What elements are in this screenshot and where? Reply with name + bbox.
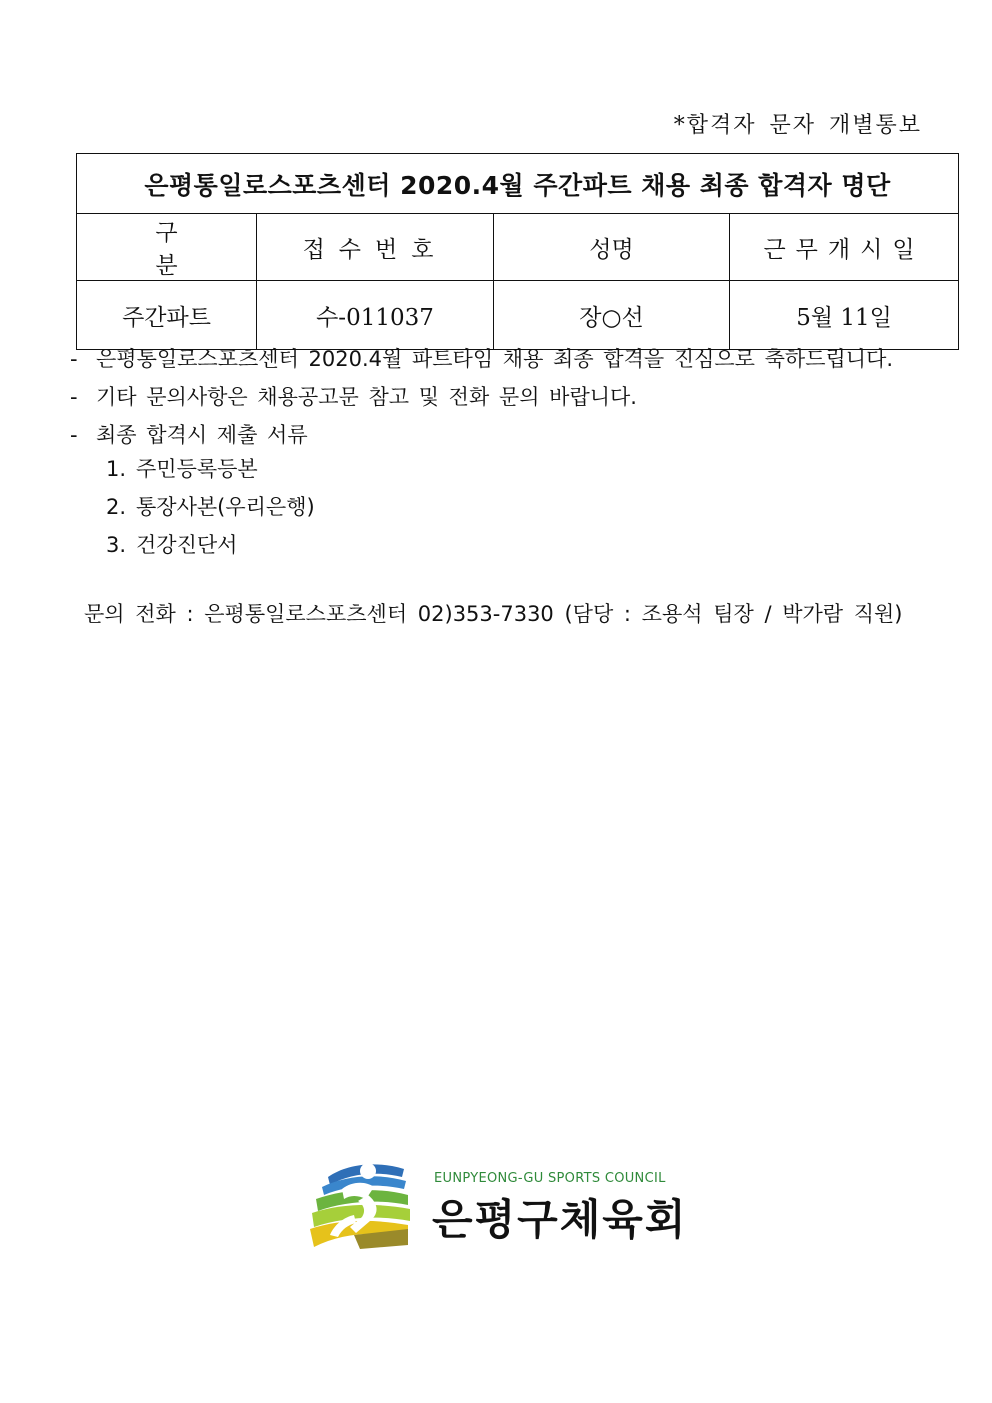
- runner-emblem-icon: [308, 1155, 418, 1250]
- header-name: 성명: [494, 214, 730, 281]
- table-title: 은평통일로스포츠센터 2020.4월 주간파트 채용 최종 합격자 명단: [77, 154, 959, 214]
- item-label: 주민등록등본: [136, 457, 258, 481]
- list-item: [70, 378, 893, 416]
- list-item: [106, 450, 315, 488]
- header-start-date: 근무개시일: [730, 214, 959, 281]
- bullet-dash: -: [70, 385, 78, 409]
- cell-category: 주간파트: [77, 281, 257, 350]
- bullet-dash: -: [70, 423, 78, 447]
- bullet-text: 최종 합격시 제출 서류: [96, 423, 308, 447]
- bullet-list: [70, 340, 893, 454]
- required-documents-list: [106, 450, 315, 564]
- header-category: 구 분: [77, 214, 257, 281]
- header-application-number: 접수번호: [257, 214, 494, 281]
- contact-info: 문의 전화 : 은평통일로스포츠센터 02)353-7330 (담당 : 조용석 팀장 / 박가람 직원): [84, 602, 903, 626]
- logo-english-text: EUNPYEONG-GU SPORTS COUNCIL: [434, 1171, 666, 1186]
- sports-council-logo: [308, 1155, 688, 1250]
- item-label: 통장사본(우리은행): [136, 495, 315, 519]
- list-item: [70, 416, 893, 454]
- list-item: [70, 340, 893, 378]
- item-number: 2.: [106, 495, 127, 519]
- bullet-text: 기타 문의사항은 채용공고문 참고 및 전화 문의 바랍니다.: [96, 385, 637, 409]
- list-item: [106, 526, 315, 564]
- table-header-row: [77, 214, 959, 281]
- bullet-dash: -: [70, 347, 78, 371]
- notice-individual-notification: *합격자 문자 개별통보: [673, 113, 922, 138]
- item-number: 1.: [106, 457, 127, 481]
- cell-start-date: 5월 11일: [730, 281, 959, 350]
- item-number: 3.: [106, 533, 127, 557]
- bullet-text: 은평통일로스포츠센터 2020.4월 파트타임 채용 최종 합격을 진심으로 축하드립니다.: [96, 347, 894, 371]
- list-item: [106, 488, 315, 526]
- item-label: 건강진단서: [136, 533, 238, 557]
- cell-name: 장○선: [494, 281, 730, 350]
- logo-korean-text: 은평구체육회: [432, 1195, 688, 1244]
- result-table: [76, 153, 959, 350]
- cell-application-number: 수-011037: [257, 281, 494, 350]
